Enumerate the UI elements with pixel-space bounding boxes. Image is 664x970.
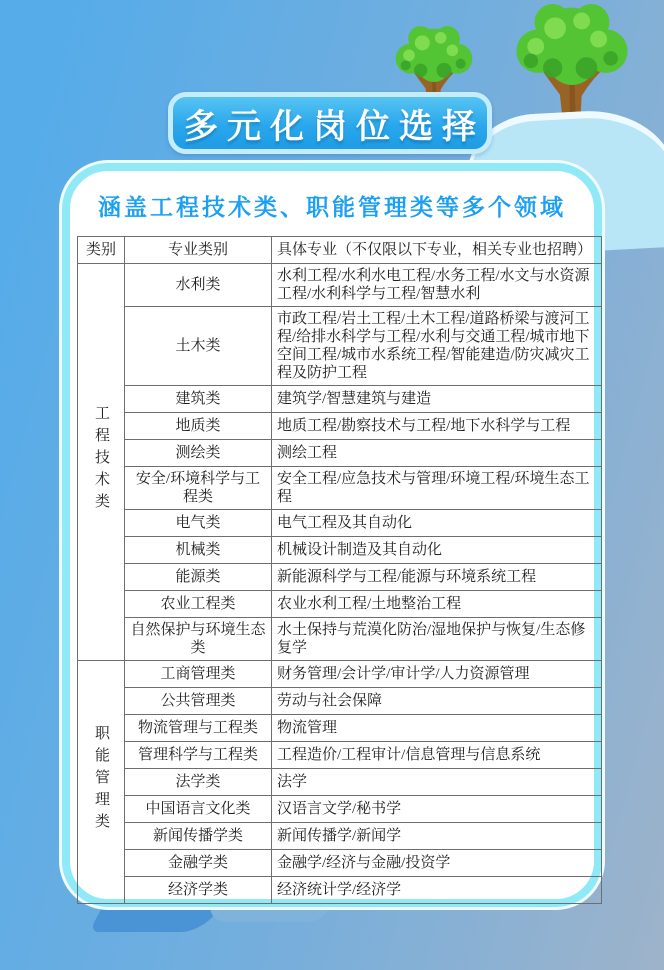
major-cell: 管理科学与工程类 bbox=[125, 742, 272, 769]
details-cell: 工程造价/工程审计/信息管理与信息系统 bbox=[272, 742, 602, 769]
majors-table bbox=[77, 236, 602, 904]
table-row bbox=[78, 591, 602, 618]
header-details: 具体专业（不仅限以下专业，相关专业也招聘） bbox=[272, 237, 602, 264]
table-row bbox=[78, 661, 602, 688]
major-cell: 新闻传播学类 bbox=[125, 823, 272, 850]
table-row bbox=[78, 823, 602, 850]
table-row bbox=[78, 537, 602, 564]
table-row bbox=[78, 850, 602, 877]
details-cell: 建筑学/智慧建筑与建造 bbox=[272, 386, 602, 413]
details-cell: 电气工程及其自动化 bbox=[272, 510, 602, 537]
details-cell: 经济统计学/经济学 bbox=[272, 877, 602, 904]
major-cell: 建筑类 bbox=[125, 386, 272, 413]
details-cell: 测绘工程 bbox=[272, 440, 602, 467]
major-cell: 法学类 bbox=[125, 769, 272, 796]
category-cell bbox=[78, 264, 125, 661]
details-cell: 农业水利工程/土地整治工程 bbox=[272, 591, 602, 618]
table-row bbox=[78, 877, 602, 904]
details-cell: 水利工程/水利水电工程/水务工程/水文与水资源工程/水利科学与工程/智慧水利 bbox=[272, 264, 602, 307]
table-row bbox=[78, 742, 602, 769]
table-row bbox=[78, 386, 602, 413]
details-cell: 新能源科学与工程/能源与环境系统工程 bbox=[272, 564, 602, 591]
details-cell: 金融学/经济与金融/投资学 bbox=[272, 850, 602, 877]
details-cell: 新闻传播学/新闻学 bbox=[272, 823, 602, 850]
table-row bbox=[78, 618, 602, 661]
major-cell: 公共管理类 bbox=[125, 688, 272, 715]
major-cell: 土木类 bbox=[125, 307, 272, 386]
header-category: 类别 bbox=[78, 237, 125, 264]
major-cell: 农业工程类 bbox=[125, 591, 272, 618]
major-cell: 电气类 bbox=[125, 510, 272, 537]
major-cell: 物流管理与工程类 bbox=[125, 715, 272, 742]
category-label: 职能管理类 bbox=[93, 724, 109, 835]
details-cell: 汉语言文学/秘书学 bbox=[272, 796, 602, 823]
major-cell: 安全/环境科学与工程类 bbox=[125, 467, 272, 510]
header-major: 专业类别 bbox=[125, 237, 272, 264]
table-header-row bbox=[78, 237, 602, 264]
details-cell: 水土保持与荒漠化防治/湿地保护与恢复/生态修复学 bbox=[272, 618, 602, 661]
table-row bbox=[78, 564, 602, 591]
table-row bbox=[78, 467, 602, 510]
table-row bbox=[78, 715, 602, 742]
details-cell: 劳动与社会保障 bbox=[272, 688, 602, 715]
table-row bbox=[78, 769, 602, 796]
details-cell: 财务管理/会计学/审计学/人力资源管理 bbox=[272, 661, 602, 688]
details-cell: 法学 bbox=[272, 769, 602, 796]
table-row bbox=[78, 264, 602, 307]
major-cell: 自然保护与环境生态类 bbox=[125, 618, 272, 661]
title-banner bbox=[168, 92, 492, 154]
details-cell: 安全工程/应急技术与管理/环境工程/环境生态工程 bbox=[272, 467, 602, 510]
details-cell: 市政工程/岩土工程/土木工程/道路桥梁与渡河工程/给排水科学与工程/水利与交通工程/城市地下空间工程/城市水系统工程/智能建造/防灾减灾工程及防护工程 bbox=[272, 307, 602, 386]
table-row bbox=[78, 796, 602, 823]
major-cell: 经济学类 bbox=[125, 877, 272, 904]
major-cell: 工商管理类 bbox=[125, 661, 272, 688]
major-cell: 金融学类 bbox=[125, 850, 272, 877]
table-row bbox=[78, 413, 602, 440]
table-row bbox=[78, 307, 602, 386]
details-cell: 物流管理 bbox=[272, 715, 602, 742]
category-cell bbox=[78, 661, 125, 904]
major-cell: 机械类 bbox=[125, 537, 272, 564]
table-row bbox=[78, 440, 602, 467]
subtitle: 涵盖工程技术类、职能管理类等多个领域 bbox=[98, 194, 566, 220]
major-cell: 测绘类 bbox=[125, 440, 272, 467]
details-cell: 机械设计制造及其自动化 bbox=[272, 537, 602, 564]
major-cell: 能源类 bbox=[125, 564, 272, 591]
category-label: 工程技术类 bbox=[93, 404, 109, 515]
table-row bbox=[78, 510, 602, 537]
details-cell: 地质工程/勘察技术与工程/地下水科学与工程 bbox=[272, 413, 602, 440]
major-cell: 地质类 bbox=[125, 413, 272, 440]
content-card bbox=[62, 163, 602, 907]
table-row bbox=[78, 688, 602, 715]
page-title: 多元化岗位选择 bbox=[184, 107, 485, 146]
major-cell: 中国语言文化类 bbox=[125, 796, 272, 823]
major-cell: 水利类 bbox=[125, 264, 272, 307]
